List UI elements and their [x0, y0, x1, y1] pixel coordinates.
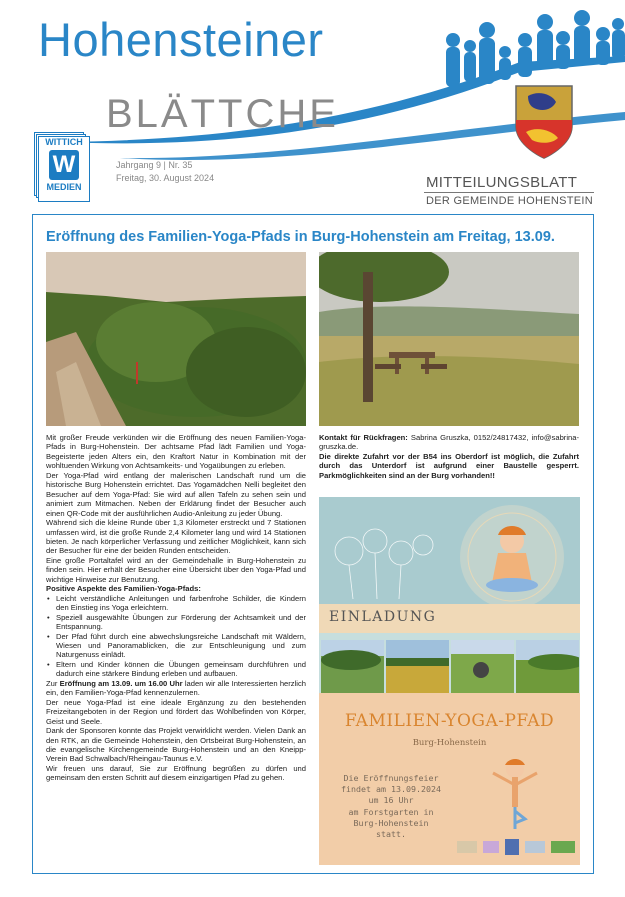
article-paragraph: Während sich die kleine Runde über 1,3 Kilometer erstreckt und 7 Stationen umfassen wird, ist die große Runde 2,4 Kilometer lang und wird 14 Stationen bieten. Je nach körperlicher Verfassung und zeitlicher Möglichkeit, kann sich der Besucher für eine der beiden Runden entscheiden.	[46, 518, 306, 556]
photo-bench-under-tree	[319, 252, 579, 426]
article-paragraph: Mit großer Freude verkünden wir die Eröffnung des neuen Familien-Yoga-Pfads in Burg-Hohenstein. Der achtsame Pfad lädt Familien und Yoga-Begeisterte jeden Alters ein, den Kraftort Natur in Kombination mit der wohltuenden Wirkung von Achtsamkeits- und Yogaübungen zu erleben.	[46, 433, 306, 471]
article-headline: Eröffnung des Familien-Yoga-Pfads in Burg-Hohenstein am Freitag, 13.09.	[46, 229, 555, 245]
dandelion-icon	[323, 511, 453, 601]
poster-photo	[516, 640, 579, 693]
bulletin-rule	[424, 192, 594, 193]
bulletin-subtitle: DER GEMEINDE HOHENSTEIN	[426, 195, 594, 207]
contact-block	[319, 433, 579, 480]
article-paragraph: Wir freuen uns darauf, Sie zur Eröffnung begrüßen zu dürfen und gemeinsam den ersten Schritt auf diesem einzigartigen Pfad zu gehen.	[46, 763, 306, 783]
sponsor-logos	[457, 837, 577, 857]
photo-hedge-path	[46, 252, 306, 426]
invite-label: EINLADUNG	[329, 609, 437, 625]
poster-photo	[321, 640, 384, 693]
article-paragraph: Der Yoga-Pfad wird entlang der malerischen Landschaft rund um die historische Burg Hohenstein errichtet. Das Yogamädchen Nelli begleitet den Besucher auf dem Yoga-Pfad: Sie wird auf allen Tafeln zu sehen sein und animiert zum Mitmachen. Neben der Erklärung findet der Besucher auch einen QR-Code mit der ausführlichen Audio-Anleitung zu jeder Übung.	[46, 470, 306, 518]
article-paragraph: Dank der Sponsoren konnte das Projekt verwirklicht werden. Vielen Dank an den RTK, an die Gemeinde Hohenstein, den Ortsbeirat Burg-Hohenstein, an die evangelische Kirchengemeinde Burg-Hohenstein und an den Kneipp-Verein Bad Schwalbach/Rheingau-Taunus e.V.	[46, 726, 306, 764]
list-item: • Leicht verständliche Anleitungen und farbenfrohe Schilder, die Kindern den Einstieg ins Yoga erleichtern.	[46, 594, 306, 613]
poster-subtitle: Burg-Hohenstein	[412, 738, 487, 748]
contact-label: Kontakt für Rückfragen:	[319, 433, 408, 442]
invitation-poster	[319, 497, 580, 865]
masthead-subtitle: BLÄTTCHE	[106, 92, 339, 136]
poster-photo	[386, 640, 449, 693]
issue-date: Freitag, 30. August 2024	[116, 173, 215, 183]
list-item: • Eltern und Kinder können die Übungen gemeinsam durchführen und dadurch eine stärkere Bindung erleben und aufbauen.	[46, 660, 306, 679]
opening-paragraph: Zur Eröffnung am 13.09. um 16.00 Uhr laden wir alle Interessierten herzlich ein, den Familien-Yoga-Pfad kennenzulernen.	[46, 678, 306, 698]
masthead-title: Hohensteiner	[38, 13, 324, 66]
list-item: • Der Pfad führt durch eine abwechslungsreiche Landschaft mit Wäldern, Wiesen und Panoramablicken, die zur Entschleunigung und zum Naturgenuss einlädt.	[46, 632, 306, 660]
article-paragraph: Der neue Yoga-Pfad ist eine ideale Ergänzung zu den bestehenden Freizeitangeboten in der Region und fördert das Wohlbefinden von Körper, Geist und Seele.	[46, 697, 306, 726]
aspects-heading: Positive Aspekte des Familien-Yoga-Pfads:	[46, 584, 201, 594]
wittich-medien-logo: WITTICH W MEDIEN	[34, 132, 90, 202]
contact-value: Sabrina Gruszka, 0152/24817432, info@sabrina-gruszka.de.	[319, 433, 579, 452]
people-silhouettes-icon	[446, 10, 625, 87]
article-body	[46, 433, 306, 783]
list-item: • Speziell ausgewählte Übungen zur Förderung der Achtsamkeit und der Entspannung.	[46, 613, 306, 632]
coat-of-arms-icon	[512, 82, 576, 162]
poster-photo	[451, 640, 514, 693]
access-notice: Die direkte Zufahrt vor der B54 ins Oberdorf ist möglich, die Zufahrt durch das Unterdorf ist aufgrund einer Baustelle gesperrt. Parkmöglichkeiten sind an der Burg vorhanden!!	[319, 451, 579, 480]
article-paragraph: Eine große Portaltafel wird an der Gemeindehalle in Burg-Hohenstein zu finden sein. Hier erhält der Besucher eine Übersicht über den Yoga-Pfad und wichtige Hinweise zur Benutzung.	[46, 555, 306, 584]
bulletin-title: MITTEILUNGSBLATT	[426, 174, 578, 191]
yoga-girl-pose-icon	[485, 755, 545, 835]
aspects-list	[46, 594, 306, 679]
poster-title: FAMILIEN-YOGA-PFAD	[344, 711, 555, 731]
issue-number: Jahrgang 9 | Nr. 35	[116, 160, 193, 170]
yoga-girl-emblem-icon	[452, 501, 572, 621]
poster-note: Die Eröffnungsfeier findet am 13.09.2024 um 16 Uhr am Forstgarten in Burg-Hohenstein statt.	[341, 773, 441, 840]
